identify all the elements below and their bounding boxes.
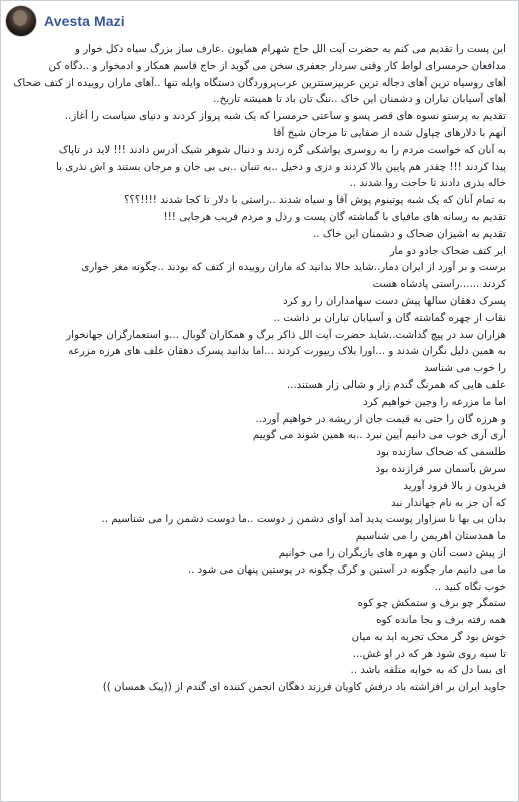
- post-text-line: آنهم با دلارهای چپاول شده از صفایی تا مرجان شیخ آقا: [273, 126, 506, 139]
- post-text-line: فریدون ز بالا فرود آورید: [403, 479, 506, 492]
- post-text-line: آهای روسیاه ترین آهای دجاله ترین عربپرستترین عرب‌پروردگان دستگاه وایله تنها ..آهای ماران روییده از کتف ضحاک: [13, 76, 506, 89]
- post-text-line: خوش بود گر محک تجربه اید به میان: [351, 630, 506, 643]
- post-text-line: هزاران سد در پیچ گذاشت..شاید حضرت آیت الل ذاکر برگ و همکاران گوبال ...و استعمارگران جهانخوار: [66, 328, 506, 341]
- post-text-line: که آن جز به نام جهاندار نبد: [390, 496, 506, 509]
- post-text-line: خاله بذری دادند تا حاجت روا شدند ..: [349, 177, 506, 190]
- post-text-line: آهای آسیابان تباران و دشمنان این خاک ..ننگ تان باد تا همیشه تاریخ..: [213, 93, 506, 106]
- post-text-line: بدان بی بها نا سزاوار پوست پدید آمد آوای دشمن ز دوست ..ما دوست دشمن را می شناسیم ..: [101, 513, 506, 526]
- post-text-line: تقدیم به رسانه های مافیای با گماشته گان پست و رذل و مردم فریب هرجایی !!!: [163, 210, 506, 223]
- post-text-line: همه رفته برف و بجا مانده کوه: [376, 614, 506, 627]
- post-text-line: کردند ......راستی پادشاه هست: [372, 278, 506, 291]
- post-text-line: ای بسا دل که به خوابه متلفه باشد ..: [350, 664, 506, 677]
- author-name-link[interactable]: Avesta Mazi: [44, 13, 125, 29]
- post-text-line: ما می دانیم مار چگونه در آستین و گرگ چگونه در پوستین پنهان می شود ..: [187, 563, 506, 576]
- post-text-line: خوب نگاه کنید ..: [434, 580, 506, 593]
- post-text-line: پیدا کردند !!! چقدر هم پایین بالا کردند و دزی و دخیل ..به تنبان ..بی بی جان و مرجان بستند و اش نذری با: [56, 160, 506, 173]
- post-text-line: به تمام آنان که یک شبه پوتینوم پوش آقا و سیاه شدند ..راستی با دلار تا کجا شدند !!!!؟؟؟: [123, 194, 506, 207]
- post-text-line: اما ما مزرعه را وجین خواهیم کرد: [363, 395, 506, 408]
- post-text-line: این پست را تقدیم می کنم به حضرت آیت الل حاج شهرام همایون .عارف ساز بزرگ سیاه دکل خوار و: [74, 43, 506, 55]
- post-text-line: به آنان که خواست مردم را به روسری یواشکی گره زدند و دنبال شوهر شیک آدرس دادند !!! لاید در تاپاک: [58, 143, 506, 156]
- post-text-line: را خوب می شناسد: [423, 362, 506, 375]
- post-text-line: از پیش دست آنان و مهره های بازیگران را می خوانیم: [278, 546, 506, 559]
- post-text-line: به همین دلیل نگران شدند و ...اورا بلاک ریپورت کردند ...اما بدانید پسرک دهقان علف های هرزه مزرعه: [68, 345, 506, 358]
- post-text-line: پسرک دهقان سالها پیش دست سهامداران را رو کرد: [283, 294, 506, 307]
- post-body: [11, 41, 506, 696]
- post-text-line: تقدیم به اشیزان ضحاک و دشمنان این خاک ..: [313, 227, 506, 240]
- post-text-line: علف هایی که همرنگ گندم زار و شالی زار هستند...: [286, 378, 506, 391]
- author-avatar[interactable]: [5, 5, 37, 37]
- post-text-line: ما همدستان اهریمن را می شناسیم: [355, 530, 506, 543]
- post-header: [5, 4, 125, 38]
- post-text-line: ستمگر چو برف و ستمکش چو کوه: [357, 597, 506, 610]
- post-text-line: طلسمی که ضحاک سازنده بود: [376, 446, 506, 459]
- post-text-line: سرش بآسمان سر فرازنده بود: [375, 462, 506, 475]
- post-text-line: مدافعان حرمسرای لواط کار وقتی سردار جعفری سخن می گوید از حاج قاسم همکار و ادمخوار و ..دگاه کن: [48, 59, 506, 72]
- post-text-line: جاوید ایران بر افراشته باد درفش کاویان فرزند دهگان انجمن کننده ای گندم از ((پیک همسان )): [102, 681, 506, 694]
- post-text-line: تقدیم به پرستو نسوه های قصر پسو و ساعتی حرمسرا که یک شبه پرواز کردند و دنیای سیاست را آغاز..: [64, 110, 506, 123]
- post-text-line: برست و بر آورد از ایران دمار..شاید حالا بدانید که ماران روییده از کتف که بودند ..چگونه مغز خواری: [81, 261, 506, 274]
- post-text-line: و هرزه گان را حتی به قیمت جان از ریشه در خواهیم آورد..: [255, 412, 506, 425]
- post-text-line: ایر کتف ضحاک جادو دو مار: [389, 244, 506, 257]
- post-text-line: آری آری خوب می دانیم آیین نبرد ..به همین شوند می گوییم: [252, 429, 506, 442]
- post-text-line: نقاب از چهره گماشته گان و آسیابان تباران بر داشت ..: [273, 311, 506, 324]
- post-text-line: تا سیه روی شود هر که در او غش...: [352, 647, 506, 660]
